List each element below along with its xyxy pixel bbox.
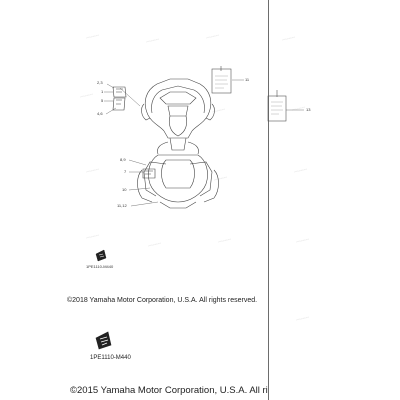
watermark-mark: ▭▭▭▭▭▭▭: [79, 93, 94, 99]
watermark-mark: ▭▭▭▭▭▭▭: [281, 36, 296, 42]
part-code-small: 1PE1110-M440: [86, 264, 114, 269]
watermark-mark: ▭▭▭▭▭▭▭: [211, 108, 226, 114]
callout-13: 13: [306, 107, 311, 112]
watermark-mark: ▭▭▭▭▭▭▭: [295, 238, 310, 244]
callout-11-12: 11,12: [117, 203, 127, 208]
part-code-large: 1PE1110-M440: [90, 355, 131, 361]
callout-5: 5: [101, 98, 104, 103]
label-decal-icon: [212, 66, 231, 93]
label-decal-icon: [268, 90, 286, 121]
watermark-mark: ▭▭▭▭▭▭▭: [213, 176, 228, 182]
callout-11: 11: [245, 77, 250, 82]
watermark-mark: ▭▭▭▭▭▭▭: [85, 168, 100, 174]
arrow-icon: [96, 332, 111, 349]
watermark-mark: ▭▭▭▭▭▭▭: [147, 242, 162, 248]
watermark-mark: ▭▭▭▭▭▭▭: [85, 34, 100, 40]
callout-10: 10: [122, 187, 127, 192]
watermark-mark: ▭▭▭▭▭▭▭: [205, 34, 220, 40]
watermark-mark: ▭▭▭▭▭▭▭: [293, 168, 308, 174]
watermark-mark: ▭▭▭▭▭▭▭: [295, 316, 310, 322]
watermark-mark: ▭▭▭▭▭▭▭: [291, 106, 306, 112]
callout-7: 7: [124, 169, 127, 174]
watermark-mark: ▭▭▭▭▭▭▭: [145, 38, 160, 44]
arrow-icon: [96, 250, 106, 261]
callout-1: 1: [101, 89, 104, 94]
watermark-mark: ▭▭▭▭▭▭▭: [85, 234, 100, 240]
callout-8-9: 8,9: [120, 157, 126, 162]
copyright-outer: ©2015 Yamaha Motor Corporation, U.S.A. All ri: [70, 385, 268, 396]
callout-4-6: 4,6: [97, 111, 103, 116]
copyright-inner: ©2018 Yamaha Motor Corporation, U.S.A. All rights reserved.: [67, 297, 258, 304]
callout-2-3: 2,3: [97, 80, 103, 85]
watermark-mark: ▭▭▭▭▭▭▭: [217, 238, 232, 244]
